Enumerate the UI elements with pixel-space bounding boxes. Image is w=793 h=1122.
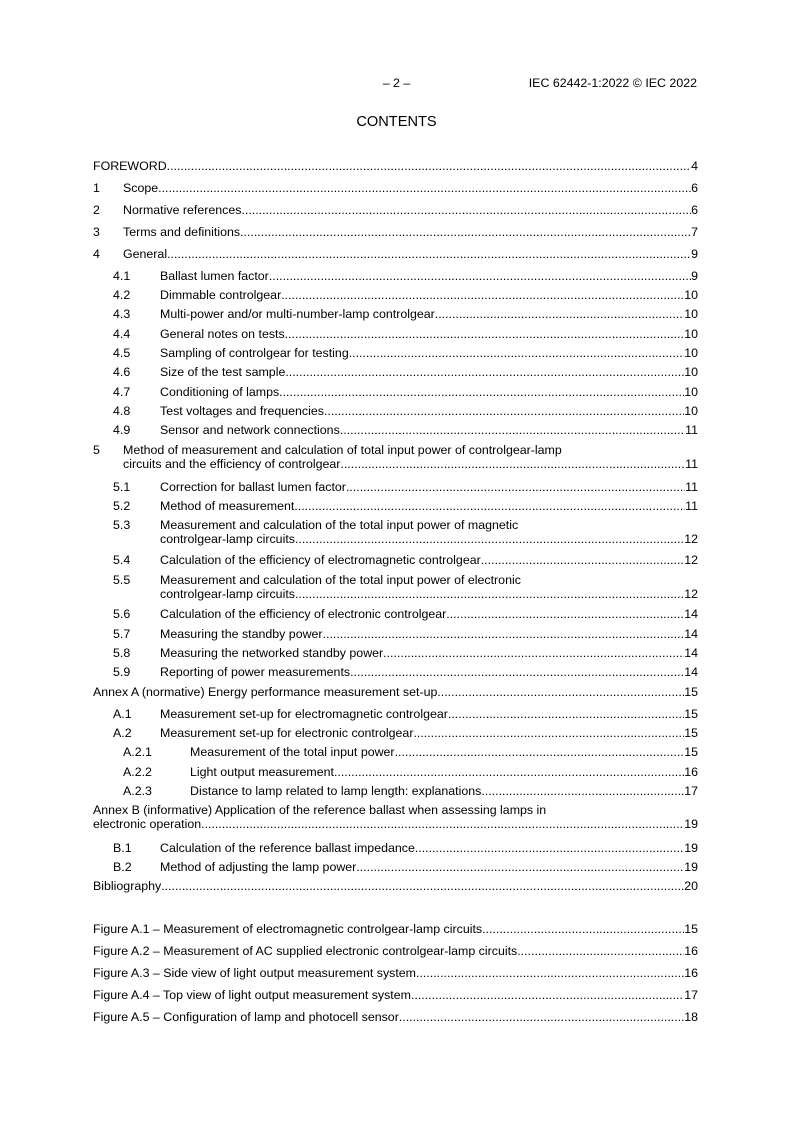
toc-entry-page: 19	[684, 841, 698, 855]
toc-entry-number: 4	[93, 247, 100, 261]
toc-entry-page: 20	[684, 879, 698, 893]
toc-entry[interactable]	[93, 181, 698, 195]
toc-entry-number: A.1	[113, 707, 132, 721]
toc-entry-number: 5.1	[113, 480, 131, 494]
dot-leader	[295, 532, 684, 546]
toc-entry-title-continued: controlgear-lamp circuits	[160, 532, 295, 546]
dot-leader	[279, 385, 684, 399]
toc-entry-title: Sensor and network connections	[160, 423, 340, 437]
toc-entry-page: 10	[684, 327, 698, 341]
dot-leader	[323, 627, 685, 641]
dot-leader	[285, 327, 685, 341]
toc-entry-title: Method of measurement	[160, 499, 295, 513]
toc-entry-title: Calculation of the efficiency of electronic controlgear	[160, 607, 447, 621]
toc-entry-title: Method of measurement and calculation of total input power of controlgear-lamp	[123, 443, 562, 457]
toc-entry[interactable]	[93, 480, 698, 494]
contents-title: CONTENTS	[356, 114, 437, 130]
toc-entry-page: 11	[685, 423, 698, 437]
toc-entry-title: Measuring the networked standby power	[160, 646, 384, 660]
toc-entry-number: 5.5	[113, 573, 131, 587]
standard-reference: IEC 62442-1:2022 © IEC 2022	[528, 76, 697, 90]
dot-leader	[295, 587, 684, 601]
toc-entry-title: Measurement set-up for electromagnetic controlgear	[160, 707, 448, 721]
dot-leader	[517, 944, 684, 958]
toc-entry-number: 4.2	[113, 288, 131, 302]
toc-entry-title-continued: electronic operation	[93, 817, 202, 831]
toc-entry-page: 6	[691, 181, 698, 195]
toc-entry-number: A.2.2	[123, 765, 152, 779]
toc-entry-number: 4.3	[113, 307, 131, 321]
toc-entry-number: 5.2	[113, 499, 131, 513]
toc-entry-title: Reporting of power measurements	[160, 665, 351, 679]
dot-leader	[241, 203, 691, 217]
toc-entry-page: 15	[684, 707, 698, 721]
toc-entry-title: Distance to lamp related to lamp length: explanations	[190, 784, 482, 798]
toc-entry-title: General	[123, 247, 168, 261]
toc-entry-page: 10	[684, 404, 698, 418]
figure-entry[interactable]	[93, 988, 698, 1002]
dot-leader	[281, 288, 684, 302]
toc-entry[interactable]	[93, 803, 698, 831]
toc-entry-page: 11	[685, 480, 698, 494]
toc-entry-number: 2	[93, 203, 100, 217]
toc-entry-page: 15	[684, 726, 698, 740]
toc-entry-number: 5.8	[113, 646, 131, 660]
toc-entry-number: 5.6	[113, 607, 131, 621]
toc-entry-page: 14	[684, 665, 698, 679]
toc-entry-title-continued: circuits and the efficiency of controlgear	[123, 457, 341, 471]
toc-entry-number: 4.1	[113, 269, 131, 283]
toc-entry-title: Normative references	[123, 203, 242, 217]
toc-entry-title: Bibliography	[93, 879, 162, 893]
figure-entry-title: Figure A.4 – Top view of light output measurement system	[93, 988, 411, 1002]
toc-entry[interactable]	[93, 665, 698, 679]
toc-entry-title: Measuring the standby power	[160, 627, 323, 641]
toc-entry[interactable]	[93, 745, 698, 759]
toc-entry[interactable]	[93, 860, 698, 874]
toc-entry[interactable]	[93, 346, 698, 360]
figure-entry[interactable]	[93, 922, 698, 936]
toc-entry-number: A.2.1	[123, 745, 152, 759]
toc-entry[interactable]	[93, 784, 698, 798]
dot-leader	[437, 685, 684, 699]
toc-entry[interactable]	[93, 225, 698, 239]
toc-entry-title: Size of the test sample	[160, 365, 286, 379]
toc-entry-number: 4.7	[113, 385, 131, 399]
dot-leader	[481, 784, 684, 798]
toc-entry-number: 5.4	[113, 553, 131, 567]
dot-leader	[482, 922, 684, 936]
dot-leader	[240, 225, 691, 239]
toc-entry-title: Terms and definitions	[123, 225, 241, 239]
toc-entry-number: 3	[93, 225, 100, 239]
dot-leader	[346, 480, 685, 494]
toc-entry[interactable]	[93, 365, 698, 379]
toc-entry[interactable]	[93, 247, 698, 261]
toc-entry[interactable]	[93, 879, 698, 893]
toc-entry-number: 4.5	[113, 346, 131, 360]
dot-leader	[285, 365, 684, 379]
toc-entry[interactable]	[93, 573, 698, 601]
figure-entry-title: Figure A.3 – Side view of light output measurement system	[93, 966, 417, 980]
toc-entry[interactable]	[93, 385, 698, 399]
toc-entry-page: 15	[684, 745, 698, 759]
toc-entry-number: 5.9	[113, 665, 131, 679]
toc-entry-number: 5.3	[113, 518, 131, 532]
toc-entry-number: 5	[93, 443, 100, 457]
toc-entry-page: 9	[691, 269, 698, 283]
figure-entry[interactable]	[93, 966, 698, 980]
toc-entry-title: FOREWORD	[93, 159, 167, 173]
dot-leader	[435, 307, 684, 321]
toc-entry[interactable]	[93, 443, 698, 471]
toc-entry-title: Correction for ballast lumen factor	[160, 480, 346, 494]
dot-leader	[356, 860, 684, 874]
toc-entry[interactable]	[93, 627, 698, 641]
figure-entry-page: 17	[684, 988, 698, 1002]
toc-entry[interactable]	[93, 423, 698, 437]
toc-entry-number: B.1	[113, 841, 132, 855]
toc-entry-title-continued: controlgear-lamp circuits	[160, 587, 295, 601]
dot-leader	[448, 707, 684, 721]
dot-leader	[324, 404, 684, 418]
toc-entry-page: 12	[684, 587, 698, 601]
toc-entry-page: 9	[691, 247, 698, 261]
toc-entry-page: 17	[684, 784, 698, 798]
toc-entry-title: Multi-power and/or multi-number-lamp controlgear	[160, 307, 435, 321]
toc-entry[interactable]	[93, 288, 698, 302]
dot-leader	[413, 726, 684, 740]
toc-entry-title: General notes on tests	[160, 327, 285, 341]
dot-leader	[294, 499, 685, 513]
toc-entry[interactable]	[93, 553, 698, 567]
dot-leader	[350, 665, 684, 679]
toc-entry-title: Measurement and calculation of the total input power of electronic	[160, 573, 521, 587]
figure-entry-page: 15	[684, 922, 698, 936]
toc-entry-title: Method of adjusting the lamp power	[160, 860, 357, 874]
toc-entry[interactable]	[93, 159, 698, 173]
toc-entry-number: B.2	[113, 860, 132, 874]
dot-leader	[416, 966, 684, 980]
toc-entry-number: 5.7	[113, 627, 131, 641]
toc-entry-page: 11	[685, 499, 698, 513]
dot-leader	[411, 988, 684, 1002]
figure-entry-page: 18	[684, 1010, 698, 1024]
toc-entry-title: Dimmable controlgear	[160, 288, 282, 302]
toc-entry-page: 14	[684, 627, 698, 641]
toc-entry-page: 16	[684, 765, 698, 779]
toc-entry-page: 19	[684, 860, 698, 874]
toc-entry-page: 12	[684, 532, 698, 546]
dot-leader	[446, 607, 684, 621]
toc-entry[interactable]	[93, 685, 698, 699]
toc-entry-title: Scope	[123, 181, 159, 195]
toc-entry[interactable]	[93, 765, 698, 779]
toc-entry[interactable]	[93, 269, 698, 283]
toc-entry-page: 10	[684, 346, 698, 360]
dot-leader	[269, 269, 691, 283]
toc-entry[interactable]	[93, 404, 698, 418]
toc-entry[interactable]	[93, 499, 698, 513]
toc-entry[interactable]	[93, 518, 698, 546]
toc-entry[interactable]	[93, 841, 698, 855]
toc-entry-page: 19	[684, 817, 698, 831]
dot-leader	[340, 457, 685, 471]
toc-entry-title: Sampling of controlgear for testing	[160, 346, 349, 360]
toc-entry-title: Light output measurement	[190, 765, 334, 779]
dot-leader	[395, 745, 685, 759]
toc-entry[interactable]	[93, 327, 698, 341]
toc-entry-page: 10	[684, 288, 698, 302]
toc-entry-title: Test voltages and frequencies	[160, 404, 324, 418]
toc-entry-title: Calculation of the efficiency of electromagnetic controlgear	[160, 553, 481, 567]
toc-entry-number: A.2.3	[123, 784, 152, 798]
toc-entry-number: 4.4	[113, 327, 131, 341]
toc-entry-number: A.2	[113, 726, 132, 740]
dot-leader	[201, 817, 684, 831]
figure-entry[interactable]	[93, 944, 698, 958]
toc-entry-title: Measurement set-up for electronic controlgear	[160, 726, 414, 740]
figure-entry-page: 16	[684, 944, 698, 958]
dot-leader	[399, 1010, 684, 1024]
dot-leader	[340, 423, 685, 437]
toc-entry-title: Conditioning of lamps	[160, 385, 280, 399]
toc-entry-number: 4.9	[113, 423, 131, 437]
figure-entry-title: Figure A.5 – Configuration of lamp and photocell sensor	[93, 1010, 399, 1024]
toc-entry-page: 10	[684, 385, 698, 399]
page-number: – 2 –	[382, 76, 411, 90]
toc-entry[interactable]	[93, 726, 698, 740]
toc-entry-page: 11	[685, 457, 698, 471]
toc-entry[interactable]	[93, 607, 698, 621]
toc-entry-number: 4.8	[113, 404, 131, 418]
toc-entry-title: Measurement and calculation of the total input power of magnetic	[160, 518, 519, 532]
toc-entry-title: Ballast lumen factor	[160, 269, 269, 283]
figure-entry-title: Figure A.2 – Measurement of AC supplied electronic controlgear-lamp circuits	[93, 944, 518, 958]
toc-entry[interactable]	[93, 707, 698, 721]
toc-entry-page: 14	[684, 646, 698, 660]
toc-entry-page: 10	[684, 307, 698, 321]
toc-entry-page: 6	[691, 203, 698, 217]
figure-entry-page: 16	[684, 966, 698, 980]
dot-leader	[334, 765, 684, 779]
toc-entry[interactable]	[93, 646, 698, 660]
toc-entry-page: 7	[691, 225, 698, 239]
toc-entry-number: 4.6	[113, 365, 131, 379]
figure-entry-title: Figure A.1 – Measurement of electromagnetic controlgear-lamp circuits	[93, 922, 483, 936]
toc-entry-page: 4	[691, 159, 698, 173]
toc-entry[interactable]	[93, 307, 698, 321]
dot-leader	[167, 159, 691, 173]
dot-leader	[158, 181, 691, 195]
toc-entry-page: 14	[684, 607, 698, 621]
dot-leader	[415, 841, 684, 855]
toc-entry[interactable]	[93, 203, 698, 217]
toc-entry-title: Calculation of the reference ballast impedance	[160, 841, 415, 855]
toc-entry-page: 12	[684, 553, 698, 567]
toc-entry-page: 10	[684, 365, 698, 379]
toc-entry-page: 15	[684, 685, 698, 699]
dot-leader	[349, 346, 684, 360]
toc-entry-title: Annex A (normative) Energy performance measurement set-up	[93, 685, 438, 699]
dot-leader	[161, 879, 684, 893]
dot-leader	[481, 553, 684, 567]
toc-entry-number: 1	[93, 181, 100, 195]
toc-entry-title: Annex B (informative) Application of the reference ballast when assessing lamps in	[93, 803, 547, 817]
figure-entry[interactable]	[93, 1010, 698, 1024]
dot-leader	[167, 247, 691, 261]
dot-leader	[383, 646, 684, 660]
toc-entry-title: Measurement of the total input power	[190, 745, 395, 759]
